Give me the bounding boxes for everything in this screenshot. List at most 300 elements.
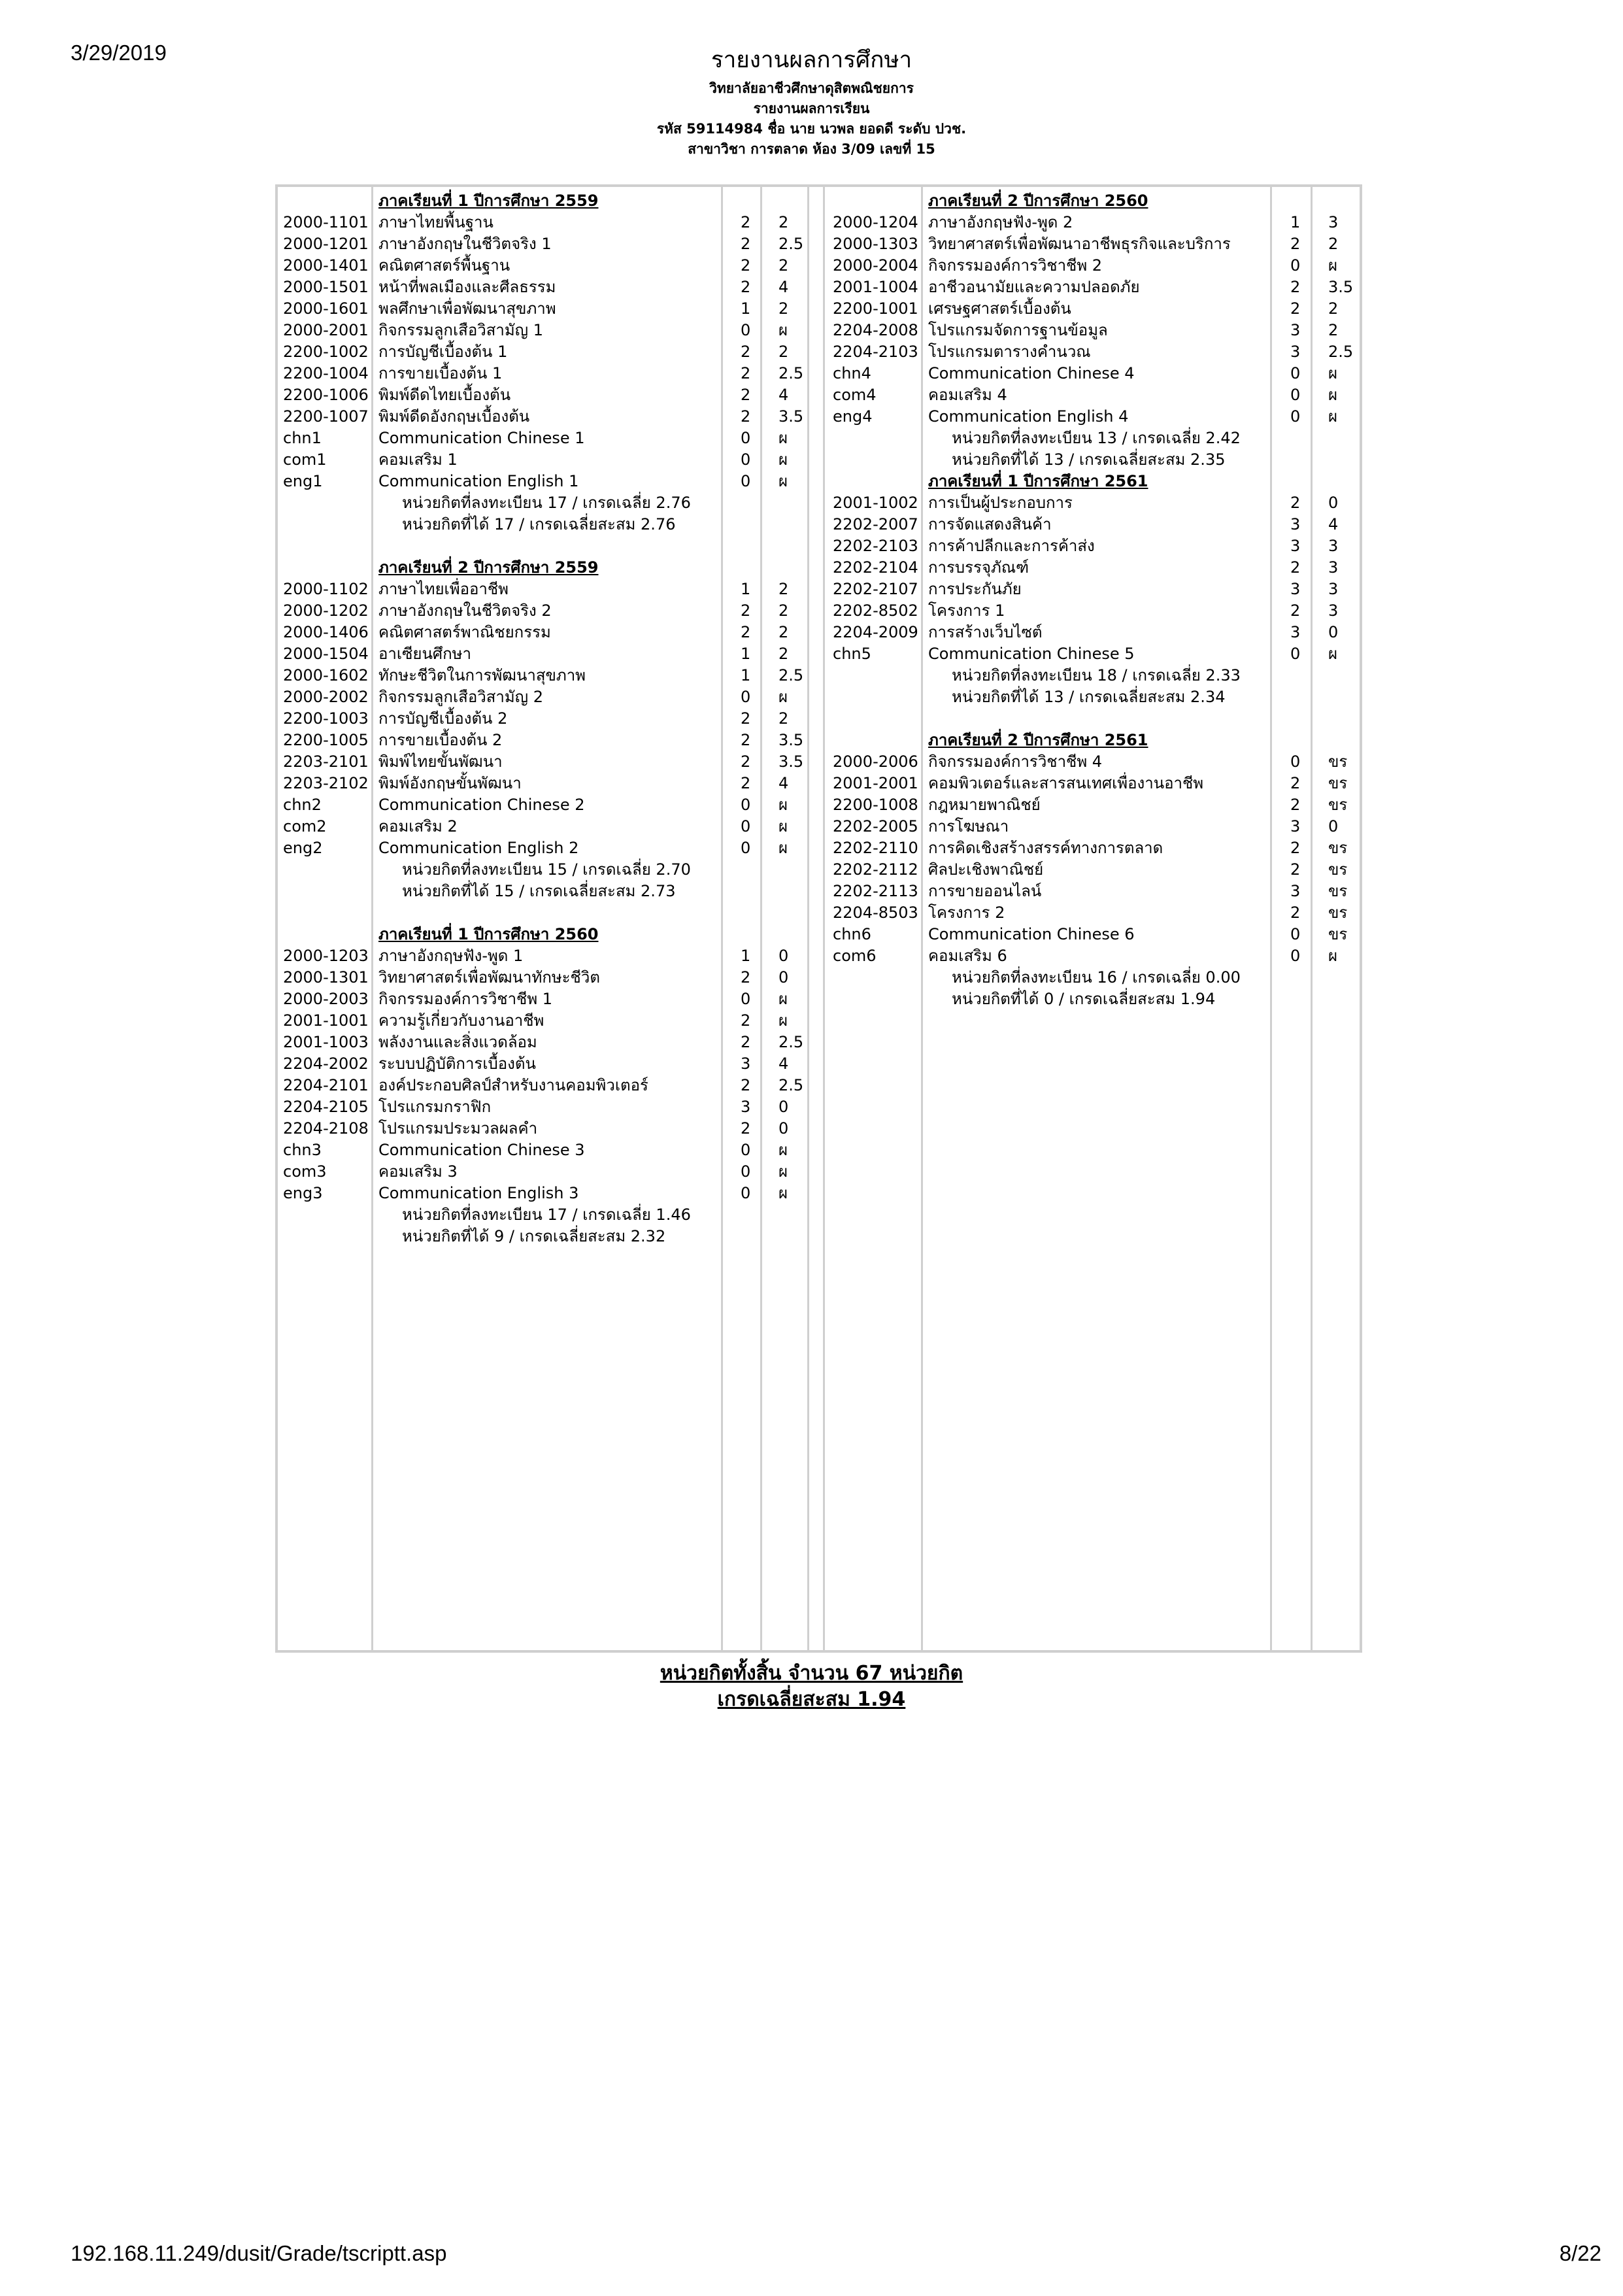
course-code: 2000-2003 xyxy=(283,990,369,1008)
course-code: eng4 xyxy=(833,407,873,426)
course-grade: ผ xyxy=(1328,256,1338,275)
course-credit: 2 xyxy=(741,1011,751,1030)
course-grade: 4 xyxy=(778,774,789,792)
course-code: 2000-1601 xyxy=(283,299,369,318)
course-credit: 2 xyxy=(741,256,751,275)
course-name: คณิตศาสตร์พื้นฐาน xyxy=(378,256,510,275)
course-credit: 2 xyxy=(741,1033,751,1051)
course-grade: 2 xyxy=(778,645,789,663)
course-credit: 2 xyxy=(1290,774,1301,792)
course-grade: 0 xyxy=(778,947,789,965)
divider-line xyxy=(921,187,923,1650)
course-grade: 3.5 xyxy=(778,731,804,749)
divider-line xyxy=(1311,187,1313,1650)
course-code: com6 xyxy=(833,947,877,965)
summary-text: หน่วยกิตที่ลงทะเบียน 16 / เกรดเฉลี่ย 0.00 xyxy=(952,968,1241,987)
course-name: วิทยาศาสตร์เพื่อพัฒนาทักษะชีวิต xyxy=(378,968,600,987)
course-code: 2200-1004 xyxy=(283,364,369,382)
course-grade: ผ xyxy=(778,990,788,1008)
course-credit: 2 xyxy=(1290,558,1301,577)
course-grade: ขร xyxy=(1328,752,1348,771)
course-code: 2000-1202 xyxy=(283,601,369,620)
cumulative-gpa: เกรดเฉลี่ยสะสม 1.94 xyxy=(717,1688,906,1711)
course-grade: 3.5 xyxy=(778,752,804,771)
course-credit: 0 xyxy=(1290,407,1301,426)
course-code: 2203-2101 xyxy=(283,752,369,771)
course-credit: 2 xyxy=(1290,796,1301,814)
course-grade: 3 xyxy=(1328,213,1339,231)
course-code: 2000-1303 xyxy=(833,235,918,253)
course-code: 2200-1005 xyxy=(283,731,369,749)
course-code: 2204-2105 xyxy=(283,1098,369,1116)
course-grade: 4 xyxy=(1328,515,1339,533)
course-credit: 3 xyxy=(1290,580,1301,598)
course-name: พลศึกษาเพื่อพัฒนาสุขภาพ xyxy=(378,299,556,318)
course-credit: 2 xyxy=(741,709,751,728)
course-credit: 3 xyxy=(1290,623,1301,641)
course-grade: 2 xyxy=(778,299,789,318)
course-credit: 0 xyxy=(741,321,751,339)
course-grade: ผ xyxy=(778,796,788,814)
course-name: ภาษาไทยพื้นฐาน xyxy=(378,213,494,231)
course-code: 2000-1102 xyxy=(283,580,369,598)
semester-title: ภาคเรียนที่ 2 ปีการศึกษา 2560 xyxy=(928,192,1148,210)
course-name: โปรแกรมจัดการฐานข้อมูล xyxy=(928,321,1108,339)
course-code: 2204-2002 xyxy=(283,1055,369,1073)
course-grade: 2 xyxy=(778,580,789,598)
course-name: กิจกรรมองค์การวิชาชีพ 4 xyxy=(928,752,1103,771)
course-code: 2202-2007 xyxy=(833,515,918,533)
summary-text: หน่วยกิตที่ได้ 0 / เกรดเฉลี่ยสะสม 1.94 xyxy=(952,990,1216,1008)
course-credit: 1 xyxy=(741,580,751,598)
course-credit: 2 xyxy=(741,774,751,792)
course-code: 2000-1301 xyxy=(283,968,369,987)
course-grade: 4 xyxy=(778,278,789,296)
course-credit: 2 xyxy=(741,364,751,382)
course-name: คอมเสริม 4 xyxy=(928,386,1007,404)
course-credit: 0 xyxy=(741,796,751,814)
report-title: รายงานผลการเรียน xyxy=(753,101,870,116)
page-number: 8/22 xyxy=(1559,2241,1601,2265)
print-date: 3/29/2019 xyxy=(71,41,167,65)
course-credit: 3 xyxy=(741,1098,751,1116)
course-credit: 2 xyxy=(741,235,751,253)
course-name: ศิลปะเชิงพาณิชย์ xyxy=(928,860,1044,879)
course-code: 2204-2008 xyxy=(833,321,918,339)
course-code: 2000-1504 xyxy=(283,645,369,663)
course-name: การประกันภัย xyxy=(928,580,1022,598)
divider-line xyxy=(823,187,825,1650)
course-code: 2202-2107 xyxy=(833,580,918,598)
course-name: Communication Chinese 6 xyxy=(928,925,1135,943)
course-credit: 0 xyxy=(1290,752,1301,771)
course-credit: 2 xyxy=(1290,235,1301,253)
course-code: 2001-1002 xyxy=(833,494,918,512)
course-credit: 1 xyxy=(741,645,751,663)
course-credit: 3 xyxy=(1290,817,1301,836)
course-grade: 4 xyxy=(778,1055,789,1073)
course-grade: ผ xyxy=(778,817,788,836)
course-grade: 2 xyxy=(778,213,789,231)
course-code: com1 xyxy=(283,450,327,469)
course-grade: ผ xyxy=(1328,947,1338,965)
course-grade: 2 xyxy=(1328,235,1339,253)
course-grade: 3 xyxy=(1328,558,1339,577)
course-name: เศรษฐศาสตร์เบื้องต้น xyxy=(928,299,1071,318)
course-name: ภาษาไทยเพื่ออาชีพ xyxy=(378,580,509,598)
course-name: คณิตศาสตร์พาณิชยกรรม xyxy=(378,623,551,641)
course-code: eng3 xyxy=(283,1184,323,1202)
course-name: หน้าที่พลเมืองและศีลธรรม xyxy=(378,278,556,296)
school-name: วิทยาลัยอาชีวศึกษาดุสิตพณิชยการ xyxy=(709,80,914,96)
totals xyxy=(0,1661,1623,1713)
course-grade: 3.5 xyxy=(778,407,804,426)
course-name: องค์ประกอบศิลป์สำหรับงานคอมพิวเตอร์ xyxy=(378,1076,648,1094)
course-grade: 0 xyxy=(778,1098,789,1116)
course-name: การบัญชีเบื้องต้น 2 xyxy=(378,709,508,728)
course-code: 2200-1003 xyxy=(283,709,369,728)
course-code: chn3 xyxy=(283,1141,322,1159)
course-code: 2204-2108 xyxy=(283,1119,369,1138)
course-name: การสร้างเว็บไซต์ xyxy=(928,623,1043,641)
course-credit: 2 xyxy=(741,343,751,361)
course-grade: ผ xyxy=(1328,386,1338,404)
divider-line xyxy=(721,187,723,1650)
course-grade: 2 xyxy=(778,601,789,620)
course-credit: 0 xyxy=(1290,364,1301,382)
course-code: 2200-1001 xyxy=(833,299,918,318)
course-grade: 0 xyxy=(778,1119,789,1138)
course-name: การบัญชีเบื้องต้น 1 xyxy=(378,343,508,361)
course-grade: 2 xyxy=(778,343,789,361)
course-code: 2000-2002 xyxy=(283,688,369,706)
course-name: พลังงานและสิ่งแวดล้อม xyxy=(378,1033,537,1051)
course-grade: 3 xyxy=(1328,537,1339,555)
course-name: ความรู้เกี่ยวกับงานอาชีพ xyxy=(378,1011,544,1030)
course-name: Communication English 1 xyxy=(378,472,579,490)
course-code: 2000-1406 xyxy=(283,623,369,641)
course-grade: 4 xyxy=(778,386,789,404)
course-code: chn2 xyxy=(283,796,322,814)
course-code: chn6 xyxy=(833,925,871,943)
course-grade: ขร xyxy=(1328,774,1348,792)
course-grade: 2.5 xyxy=(778,666,804,684)
course-name: โครงการ 2 xyxy=(928,903,1005,922)
course-grade: ผ xyxy=(778,472,788,490)
course-grade: 2 xyxy=(1328,321,1339,339)
course-name: โครงการ 1 xyxy=(928,601,1005,620)
course-grade: 2 xyxy=(778,709,789,728)
course-name: พิมพ์ดีดอังกฤษเบื้องต้น xyxy=(378,407,530,426)
course-grade: 2.5 xyxy=(778,364,804,382)
course-name: การค้าปลีกและการค้าส่ง xyxy=(928,537,1095,555)
semester-title: ภาคเรียนที่ 1 ปีการศึกษา 2560 xyxy=(378,925,599,943)
course-name: กิจกรรมองค์การวิชาชีพ 1 xyxy=(378,990,553,1008)
divider-line xyxy=(760,187,762,1650)
course-grade: 3.5 xyxy=(1328,278,1354,296)
course-credit: 3 xyxy=(741,1055,751,1073)
course-code: 2203-2102 xyxy=(283,774,369,792)
course-name: การขายเบื้องต้น 2 xyxy=(378,731,503,749)
course-code: 2202-2112 xyxy=(833,860,918,879)
course-grade: 2.5 xyxy=(778,1076,804,1094)
course-name: การขายออนไลน์ xyxy=(928,882,1042,900)
semester-title: ภาคเรียนที่ 2 ปีการศึกษา 2559 xyxy=(378,558,599,577)
course-grade: ขร xyxy=(1328,839,1348,857)
course-code: 2202-2005 xyxy=(833,817,918,836)
course-name: Communication English 2 xyxy=(378,839,579,857)
course-name: การจัดแสดงสินค้า xyxy=(928,515,1052,533)
course-name: ภาษาอังกฤษในชีวิตจริง 2 xyxy=(378,601,552,620)
course-grade: ผ xyxy=(778,688,788,706)
course-code: 2000-2004 xyxy=(833,256,918,275)
course-name: พิมพ์ดีดไทยเบื้องต้น xyxy=(378,386,511,404)
course-credit: 2 xyxy=(741,601,751,620)
report-header xyxy=(0,78,1623,160)
course-grade: ขร xyxy=(1328,925,1348,943)
course-grade: 2.5 xyxy=(778,1033,804,1051)
course-name: การบรรจุภัณฑ์ xyxy=(928,558,1029,577)
course-name: การโฆษณา xyxy=(928,817,1009,836)
course-name: โปรแกรมประมวลผลคำ xyxy=(378,1119,538,1138)
course-grade: 3 xyxy=(1328,580,1339,598)
course-credit: 2 xyxy=(741,407,751,426)
course-code: chn5 xyxy=(833,645,871,663)
course-code: 2204-2103 xyxy=(833,343,918,361)
course-name: การคิดเชิงสร้างสรรค์ทางการตลาด xyxy=(928,839,1163,857)
summary-text: หน่วยกิตที่ได้ 13 / เกรดเฉลี่ยสะสม 2.34 xyxy=(952,688,1226,706)
course-name: กิจกรรมองค์การวิชาชีพ 2 xyxy=(928,256,1103,275)
course-code: 2000-1101 xyxy=(283,213,369,231)
course-code: com3 xyxy=(283,1162,327,1181)
course-name: Communication Chinese 1 xyxy=(378,429,585,447)
course-credit: 0 xyxy=(741,839,751,857)
course-code: 2200-1008 xyxy=(833,796,918,814)
course-grade: 0 xyxy=(778,968,789,987)
course-credit: 2 xyxy=(741,213,751,231)
course-code: 2200-1007 xyxy=(283,407,369,426)
course-credit: 3 xyxy=(1290,321,1301,339)
course-credit: 0 xyxy=(741,450,751,469)
course-grade: ผ xyxy=(778,429,788,447)
course-credit: 0 xyxy=(741,472,751,490)
course-grade: 2.5 xyxy=(778,235,804,253)
course-credit: 0 xyxy=(1290,386,1301,404)
course-code: 2204-2101 xyxy=(283,1076,369,1094)
course-credit: 0 xyxy=(741,1141,751,1159)
course-credit: 2 xyxy=(741,968,751,987)
course-name: คอมเสริม 6 xyxy=(928,947,1007,965)
course-grade: 3 xyxy=(1328,601,1339,620)
course-code: 2202-2110 xyxy=(833,839,918,857)
course-name: การเป็นผู้ประกอบการ xyxy=(928,494,1073,512)
course-name: Communication Chinese 4 xyxy=(928,364,1135,382)
course-credit: 2 xyxy=(1290,903,1301,922)
course-code: 2202-2103 xyxy=(833,537,918,555)
course-name: อาเซียนศึกษา xyxy=(378,645,471,663)
divider-line xyxy=(1270,187,1272,1650)
course-name: พิมพ์ไทยขั้นพัฒนา xyxy=(378,752,503,771)
course-name: วิทยาศาสตร์เพื่อพัฒนาอาชีพธุรกิจและบริการ xyxy=(928,235,1231,253)
course-grade: ผ xyxy=(778,1141,788,1159)
course-name: ภาษาอังกฤษฟัง-พูด 2 xyxy=(928,213,1073,231)
course-credit: 2 xyxy=(741,278,751,296)
course-grade: ผ xyxy=(1328,645,1338,663)
course-code: 2200-1002 xyxy=(283,343,369,361)
summary-text: หน่วยกิตที่ได้ 9 / เกรดเฉลี่ยสะสม 2.32 xyxy=(402,1227,666,1245)
course-code: eng2 xyxy=(283,839,323,857)
course-grade: 2.5 xyxy=(1328,343,1354,361)
course-credit: 2 xyxy=(1290,601,1301,620)
course-credit: 3 xyxy=(1290,515,1301,533)
course-grade: ผ xyxy=(778,1162,788,1181)
course-code: 2204-8503 xyxy=(833,903,918,922)
course-name: Communication Chinese 2 xyxy=(378,796,585,814)
course-code: 2001-2001 xyxy=(833,774,918,792)
course-grade: ผ xyxy=(1328,407,1338,426)
course-code: eng1 xyxy=(283,472,323,490)
course-credit: 2 xyxy=(1290,860,1301,879)
course-credit: 2 xyxy=(1290,278,1301,296)
course-code: 2000-1401 xyxy=(283,256,369,275)
course-code: 2000-1204 xyxy=(833,213,918,231)
course-credit: 3 xyxy=(1290,537,1301,555)
course-name: ภาษาอังกฤษในชีวิตจริง 1 xyxy=(378,235,552,253)
divider-line xyxy=(807,187,809,1650)
course-code: 2200-1006 xyxy=(283,386,369,404)
course-grade: 2 xyxy=(778,256,789,275)
course-grade: ผ xyxy=(778,1011,788,1030)
course-name: Communication English 4 xyxy=(928,407,1129,426)
course-grade: 0 xyxy=(1328,494,1339,512)
program-info: สาขาวิชา การตลาด ห้อง 3/09 เลขที่ 15 xyxy=(688,141,935,157)
course-grade: ผ xyxy=(1328,364,1338,382)
course-name: อาชีวอนามัยและความปลอดภัย xyxy=(928,278,1140,296)
summary-text: หน่วยกิตที่ลงทะเบียน 13 / เกรดเฉลี่ย 2.42 xyxy=(952,429,1241,447)
course-code: 2001-1001 xyxy=(283,1011,369,1030)
course-credit: 3 xyxy=(1290,343,1301,361)
course-credit: 2 xyxy=(741,1076,751,1094)
course-name: ระบบปฏิบัติการเบื้องต้น xyxy=(378,1055,536,1073)
total-credits: หน่วยกิตทั้งสิ้น จำนวน 67 หน่วยกิต xyxy=(660,1662,963,1685)
course-credit: 0 xyxy=(1290,645,1301,663)
course-credit: 2 xyxy=(1290,299,1301,318)
summary-text: หน่วยกิตที่ได้ 13 / เกรดเฉลี่ยสะสม 2.35 xyxy=(952,450,1226,469)
course-credit: 3 xyxy=(1290,882,1301,900)
course-credit: 0 xyxy=(741,688,751,706)
summary-text: หน่วยกิตที่ลงทะเบียน 17 / เกรดเฉลี่ย 1.46 xyxy=(402,1206,691,1224)
course-grade: ผ xyxy=(778,321,788,339)
course-code: chn4 xyxy=(833,364,871,382)
course-code: 2000-1203 xyxy=(283,947,369,965)
summary-text: หน่วยกิตที่ลงทะเบียน 17 / เกรดเฉลี่ย 2.76 xyxy=(402,494,691,512)
course-code: 2001-1004 xyxy=(833,278,918,296)
course-name: กิจกรรมลูกเสือวิสามัญ 1 xyxy=(378,321,543,339)
course-grade: 0 xyxy=(1328,817,1339,836)
course-grade: 0 xyxy=(1328,623,1339,641)
course-grade: ขร xyxy=(1328,903,1348,922)
course-credit: 2 xyxy=(741,386,751,404)
course-credit: 1 xyxy=(741,299,751,318)
course-name: Communication Chinese 3 xyxy=(378,1141,585,1159)
course-credit: 0 xyxy=(741,429,751,447)
course-credit: 0 xyxy=(1290,947,1301,965)
summary-text: หน่วยกิตที่ลงทะเบียน 18 / เกรดเฉลี่ย 2.33 xyxy=(952,666,1241,684)
course-code: 2204-2009 xyxy=(833,623,918,641)
course-name: คอมเสริม 2 xyxy=(378,817,458,836)
course-code: com2 xyxy=(283,817,327,836)
course-credit: 0 xyxy=(741,1184,751,1202)
semester-title: ภาคเรียนที่ 2 ปีการศึกษา 2561 xyxy=(928,731,1148,749)
course-name: ทักษะชีวิตในการพัฒนาสุขภาพ xyxy=(378,666,586,684)
course-name: พิมพ์อังกฤษขั้นพัฒนา xyxy=(378,774,522,792)
course-grade: ขร xyxy=(1328,796,1348,814)
course-code: 2000-2001 xyxy=(283,321,369,339)
semester-title: ภาคเรียนที่ 1 ปีการศึกษา 2561 xyxy=(928,472,1148,490)
course-credit: 1 xyxy=(1290,213,1301,231)
course-name: คอมเสริม 3 xyxy=(378,1162,458,1181)
summary-text: หน่วยกิตที่ได้ 17 / เกรดเฉลี่ยสะสม 2.76 xyxy=(402,515,676,533)
course-grade: 2 xyxy=(1328,299,1339,318)
course-credit: 0 xyxy=(741,990,751,1008)
course-credit: 2 xyxy=(1290,839,1301,857)
course-code: 2202-8502 xyxy=(833,601,918,620)
course-name: คอมพิวเตอร์และสารสนเทศเพื่องานอาชีพ xyxy=(928,774,1204,792)
course-credit: 1 xyxy=(741,666,751,684)
course-name: Communication Chinese 5 xyxy=(928,645,1135,663)
course-code: 2202-2113 xyxy=(833,882,918,900)
course-credit: 0 xyxy=(741,1162,751,1181)
course-code: 2000-1501 xyxy=(283,278,369,296)
course-grade: ขร xyxy=(1328,860,1348,879)
course-grade: ขร xyxy=(1328,882,1348,900)
course-name: การขายเบื้องต้น 1 xyxy=(378,364,503,382)
course-credit: 0 xyxy=(1290,256,1301,275)
course-credit: 1 xyxy=(741,947,751,965)
course-name: ภาษาอังกฤษฟัง-พูด 1 xyxy=(378,947,524,965)
course-credit: 0 xyxy=(1290,925,1301,943)
course-grade: ผ xyxy=(778,1184,788,1202)
course-credit: 2 xyxy=(741,1119,751,1138)
course-name: โปรแกรมกราฟิก xyxy=(378,1098,492,1116)
course-name: กฎหมายพาณิชย์ xyxy=(928,796,1041,814)
course-code: 2000-2006 xyxy=(833,752,918,771)
course-name: กิจกรรมลูกเสือวิสามัญ 2 xyxy=(378,688,543,706)
course-name: คอมเสริม 1 xyxy=(378,450,458,469)
course-credit: 2 xyxy=(741,623,751,641)
course-code: 2202-2104 xyxy=(833,558,918,577)
course-code: com4 xyxy=(833,386,877,404)
print-title: รายงานผลการศึกษา xyxy=(711,47,912,73)
course-credit: 2 xyxy=(741,731,751,749)
course-credit: 2 xyxy=(1290,494,1301,512)
summary-text: หน่วยกิตที่ลงทะเบียน 15 / เกรดเฉลี่ย 2.70 xyxy=(402,860,691,879)
course-code: 2000-1602 xyxy=(283,666,369,684)
course-grade: ผ xyxy=(778,839,788,857)
course-name: โปรแกรมตารางคำนวณ xyxy=(928,343,1091,361)
print-url: 192.168.11.249/dusit/Grade/tscriptt.asp xyxy=(71,2241,447,2265)
course-credit: 2 xyxy=(741,752,751,771)
semester-title: ภาคเรียนที่ 1 ปีการศึกษา 2559 xyxy=(378,192,599,210)
course-name: Communication English 3 xyxy=(378,1184,579,1202)
course-grade: 2 xyxy=(778,623,789,641)
course-grade: ผ xyxy=(778,450,788,469)
course-code: chn1 xyxy=(283,429,322,447)
divider-line xyxy=(371,187,373,1650)
summary-text: หน่วยกิตที่ได้ 15 / เกรดเฉลี่ยสะสม 2.73 xyxy=(402,882,676,900)
course-code: 2000-1201 xyxy=(283,235,369,253)
course-code: 2001-1003 xyxy=(283,1033,369,1051)
